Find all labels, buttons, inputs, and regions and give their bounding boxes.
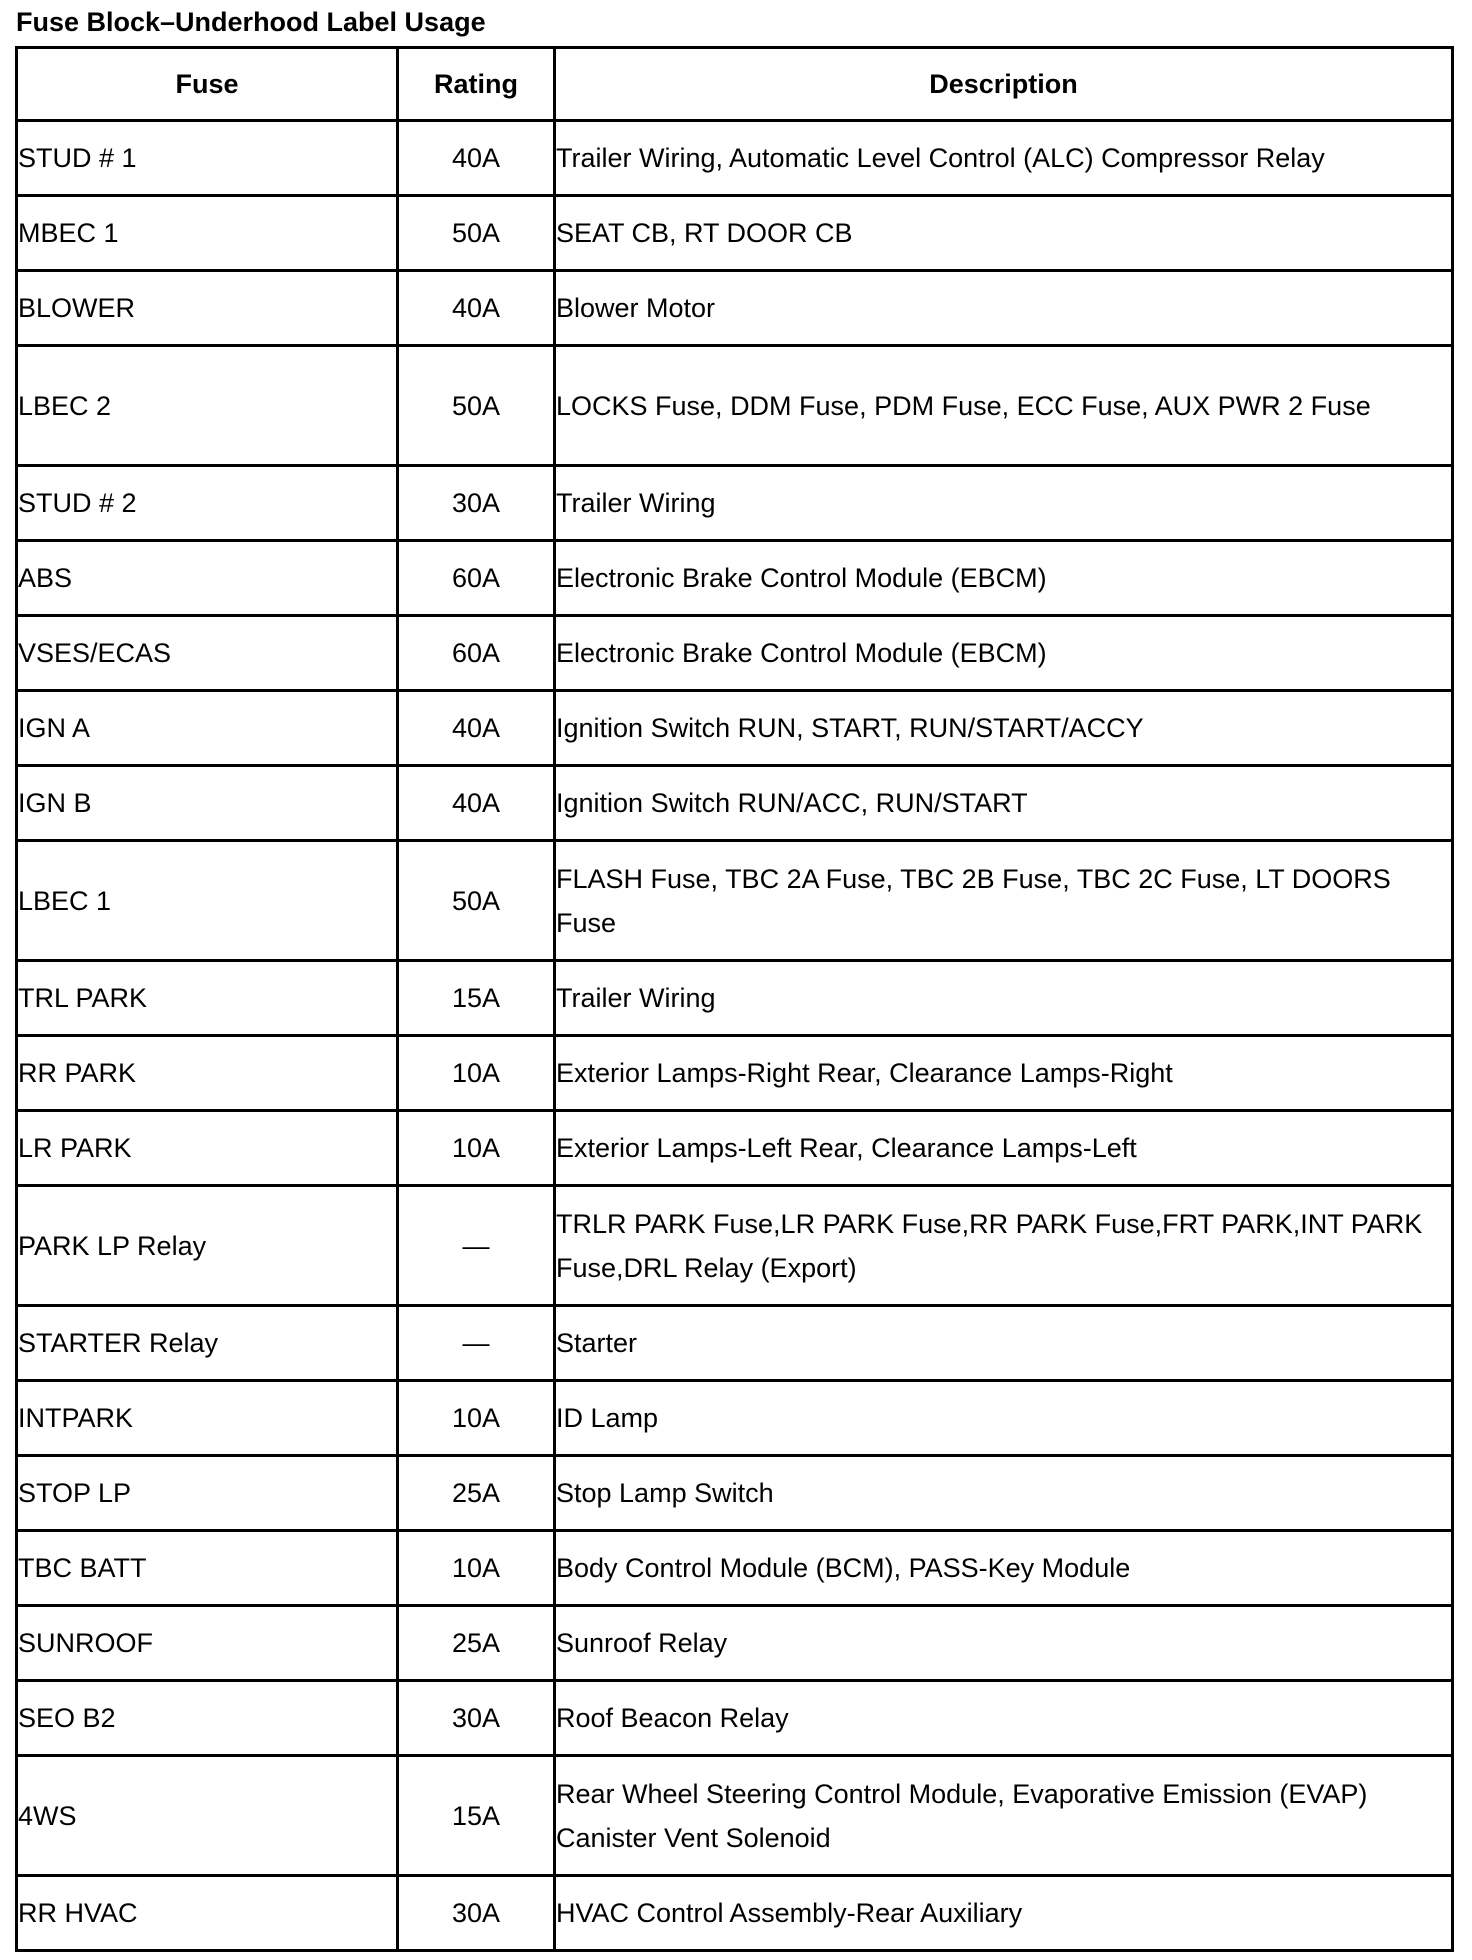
table-header-row xyxy=(17,48,1453,121)
fuse-cell: SEO B2 xyxy=(17,1681,398,1756)
rating-cell: — xyxy=(398,1186,555,1306)
table-row xyxy=(17,121,1453,196)
rating-cell: 25A xyxy=(398,1606,555,1681)
rating-cell: 10A xyxy=(398,1381,555,1456)
rating-cell: 50A xyxy=(398,346,555,466)
description-cell: Trailer Wiring xyxy=(555,961,1453,1036)
fuse-cell: TBC BATT xyxy=(17,1531,398,1606)
rating-cell: 30A xyxy=(398,1876,555,1951)
rating-cell: 30A xyxy=(398,1681,555,1756)
description-cell: Body Control Module (BCM), PASS-Key Module xyxy=(555,1531,1453,1606)
rating-cell: 40A xyxy=(398,766,555,841)
description-cell: Roof Beacon Relay xyxy=(555,1681,1453,1756)
description-cell: Electronic Brake Control Module (EBCM) xyxy=(555,541,1453,616)
fuse-cell: LBEC 2 xyxy=(17,346,398,466)
rating-cell: 40A xyxy=(398,271,555,346)
fuse-cell: LR PARK xyxy=(17,1111,398,1186)
rating-cell: 15A xyxy=(398,1756,555,1876)
table-row xyxy=(17,766,1453,841)
description-cell: Ignition Switch RUN, START, RUN/START/ACCY xyxy=(555,691,1453,766)
description-cell: Exterior Lamps-Right Rear, Clearance Lamps-Right xyxy=(555,1036,1453,1111)
table-row xyxy=(17,1306,1453,1381)
table-row xyxy=(17,541,1453,616)
table-row xyxy=(17,691,1453,766)
table-row xyxy=(17,961,1453,1036)
fuse-cell: STUD # 1 xyxy=(17,121,398,196)
table-row xyxy=(17,1756,1453,1876)
rating-cell: 10A xyxy=(398,1036,555,1111)
table-row xyxy=(17,1876,1453,1951)
rating-cell: 30A xyxy=(398,466,555,541)
fuse-cell: IGN B xyxy=(17,766,398,841)
table-row xyxy=(17,1111,1453,1186)
description-cell: Rear Wheel Steering Control Module, Evaporative Emission (EVAP) Canister Vent Solenoid xyxy=(555,1756,1453,1876)
rating-cell: 10A xyxy=(398,1111,555,1186)
column-header-description: Description xyxy=(555,48,1453,121)
description-cell: ID Lamp xyxy=(555,1381,1453,1456)
table-row xyxy=(17,466,1453,541)
rating-cell: 10A xyxy=(398,1531,555,1606)
fuse-cell: LBEC 1 xyxy=(17,841,398,961)
fuse-cell: TRL PARK xyxy=(17,961,398,1036)
table-row xyxy=(17,1456,1453,1531)
description-cell: Starter xyxy=(555,1306,1453,1381)
description-cell: Trailer Wiring xyxy=(555,466,1453,541)
rating-cell: 60A xyxy=(398,541,555,616)
description-cell: Ignition Switch RUN/ACC, RUN/START xyxy=(555,766,1453,841)
table-row xyxy=(17,1606,1453,1681)
fuse-cell: VSES/ECAS xyxy=(17,616,398,691)
rating-cell: 25A xyxy=(398,1456,555,1531)
description-cell: Electronic Brake Control Module (EBCM) xyxy=(555,616,1453,691)
table-row xyxy=(17,1381,1453,1456)
description-cell: HVAC Control Assembly-Rear Auxiliary xyxy=(555,1876,1453,1951)
fuse-cell: RR PARK xyxy=(17,1036,398,1111)
description-cell: TRLR PARK Fuse,LR PARK Fuse,RR PARK Fuse,FRT PARK,INT PARK Fuse,DRL Relay (Export) xyxy=(555,1186,1453,1306)
fuse-cell: STUD # 2 xyxy=(17,466,398,541)
table-row xyxy=(17,1036,1453,1111)
rating-cell: 40A xyxy=(398,121,555,196)
fuse-cell: 4WS xyxy=(17,1756,398,1876)
description-cell: Blower Motor xyxy=(555,271,1453,346)
description-cell: Stop Lamp Switch xyxy=(555,1456,1453,1531)
rating-cell: — xyxy=(398,1306,555,1381)
table-row xyxy=(17,841,1453,961)
table-row xyxy=(17,196,1453,271)
fuse-cell: IGN A xyxy=(17,691,398,766)
fuse-cell: SUNROOF xyxy=(17,1606,398,1681)
description-cell: FLASH Fuse, TBC 2A Fuse, TBC 2B Fuse, TBC 2C Fuse, LT DOORS Fuse xyxy=(555,841,1453,961)
table-row xyxy=(17,1681,1453,1756)
description-cell: Exterior Lamps-Left Rear, Clearance Lamps-Left xyxy=(555,1111,1453,1186)
description-cell: SEAT CB, RT DOOR CB xyxy=(555,196,1453,271)
column-header-fuse: Fuse xyxy=(17,48,398,121)
description-cell: Sunroof Relay xyxy=(555,1606,1453,1681)
fuse-cell: BLOWER xyxy=(17,271,398,346)
fuse-cell: INTPARK xyxy=(17,1381,398,1456)
table-row xyxy=(17,1531,1453,1606)
fuse-cell: STOP LP xyxy=(17,1456,398,1531)
table-row xyxy=(17,346,1453,466)
rating-cell: 15A xyxy=(398,961,555,1036)
column-header-rating: Rating xyxy=(398,48,555,121)
description-cell: LOCKS Fuse, DDM Fuse, PDM Fuse, ECC Fuse, AUX PWR 2 Fuse xyxy=(555,346,1453,466)
rating-cell: 60A xyxy=(398,616,555,691)
fuse-cell: RR HVAC xyxy=(17,1876,398,1951)
page-title: Fuse Block–Underhood Label Usage xyxy=(16,7,486,37)
fuse-cell: PARK LP Relay xyxy=(17,1186,398,1306)
fuse-cell: STARTER Relay xyxy=(17,1306,398,1381)
rating-cell: 50A xyxy=(398,841,555,961)
table-row xyxy=(17,271,1453,346)
rating-cell: 50A xyxy=(398,196,555,271)
fuse-table xyxy=(15,46,1454,1952)
description-cell: Trailer Wiring, Automatic Level Control (ALC) Compressor Relay xyxy=(555,121,1453,196)
table-row xyxy=(17,1186,1453,1306)
table-row xyxy=(17,616,1453,691)
fuse-cell: MBEC 1 xyxy=(17,196,398,271)
rating-cell: 40A xyxy=(398,691,555,766)
fuse-cell: ABS xyxy=(17,541,398,616)
